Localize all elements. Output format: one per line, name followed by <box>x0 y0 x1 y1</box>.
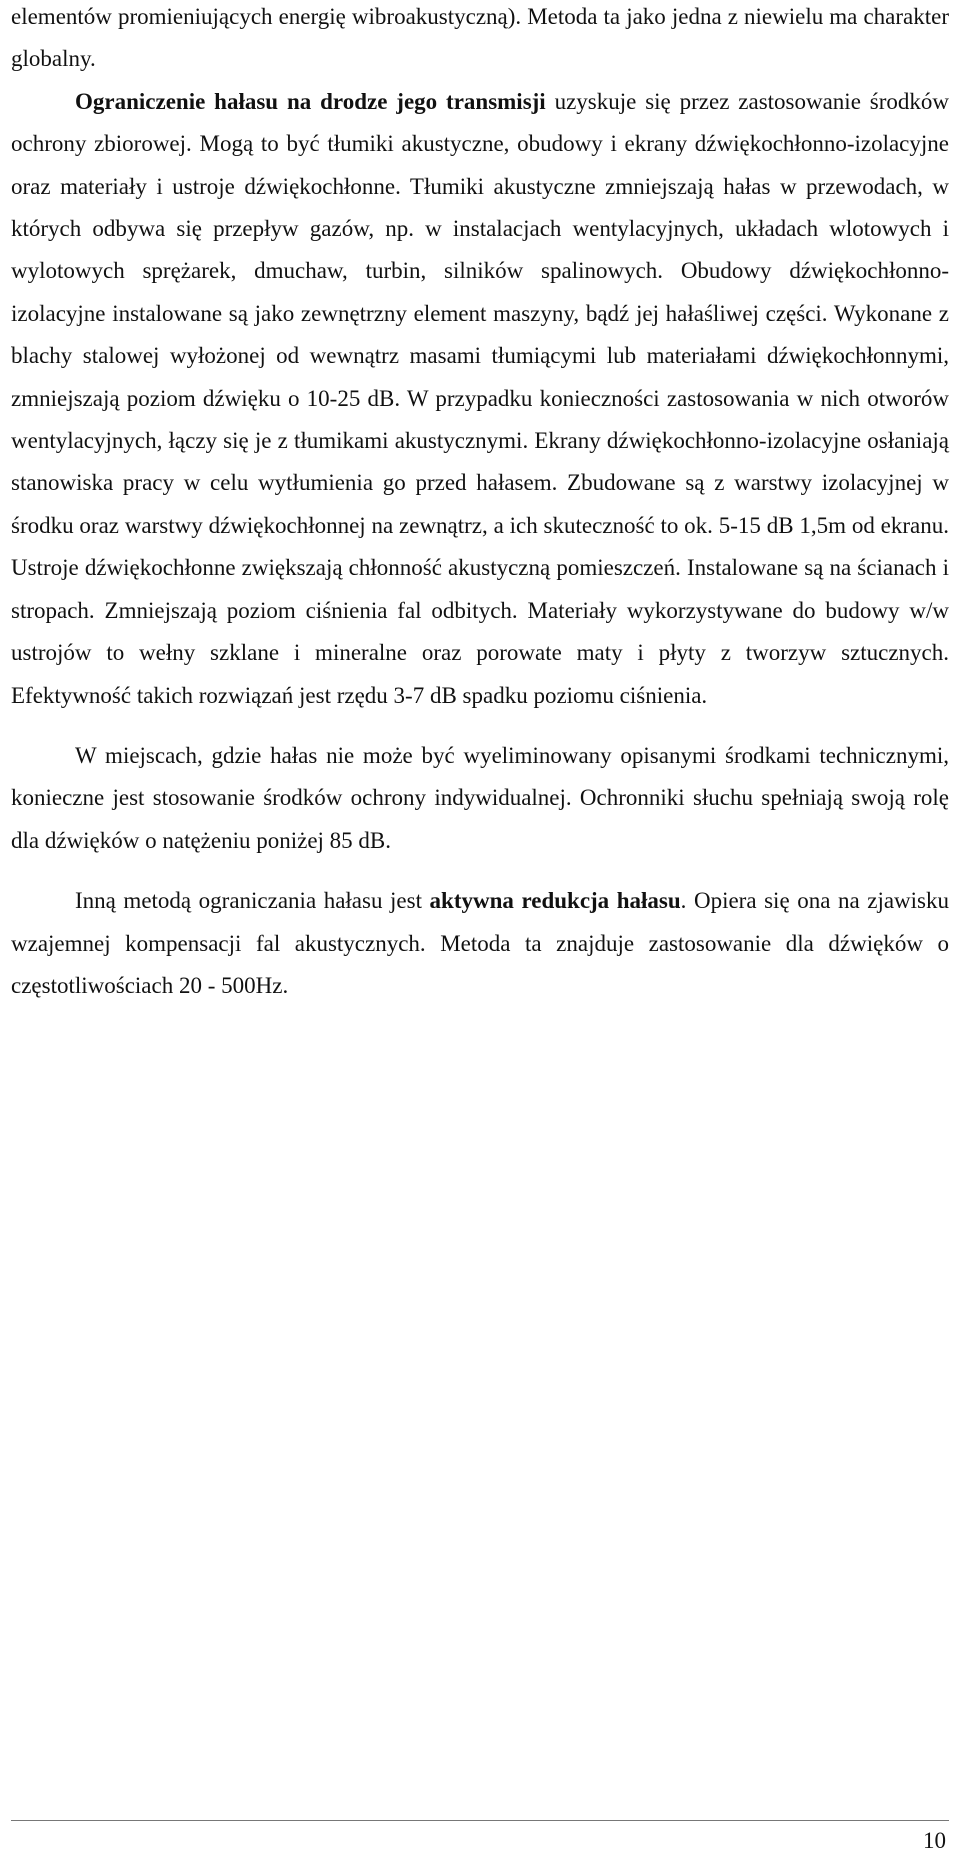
paragraph-transmission-limitation <box>11 81 949 717</box>
paragraph-global-methods <box>11 0 949 81</box>
document-body <box>11 0 949 1007</box>
paragraph-heading: Ograniczenie hałasu na drodze jego transmisji <box>75 88 546 114</box>
paragraph-bold-term: aktywna redukcja hałasu <box>429 888 681 914</box>
paragraph-individual-protection <box>11 735 949 862</box>
paragraph-active-noise-reduction <box>11 880 949 1007</box>
paragraph-text: uzyskuje się przez zastosowanie środków ochrony zbiorowej. Mogą to być tłumiki akustyczne, obudowy i ekrany dźwiękochłonno-izolacyjne oraz materiały i ustroje dźwiękochłonne. Tłumiki akustyczne zmniejszają hałas w przewodach, w których odbywa się przepływ gazów, np. w instalacjach wentylacyjnych, układach wlotowych i wylotowych sprężarek, dmuchaw, turbin, silników spalinowych. Obudowy dźwiękochłonno-izolacyjne instalowane są jako zewnętrzny element maszyny, bądź jej hałaśliwej części. Wykonane z blachy stalowej wyłożonej od wewnątrz masami tłumiącymi lub materiałami dźwiękochłonnymi, zmniejszają poziom dźwięku o 10-25 dB. W przypadku konieczności zastosowania w nich otworów wentylacyjnych, łączy się je z tłumikami akustycznymi. Ekrany dźwiękochłonno-izolacyjne osłaniają stanowiska pracy w celu wytłumienia go przed hałasem. Zbudowane są z warstwy izolacyjnej w środku oraz warstwy dźwiękochłonnej na zewnątrz, a ich skuteczność to ok. 5-15 dB 1,5m od ekranu. Ustroje dźwiękochłonne zwiększają chłonność akustyczną pomieszczeń. Instalowane są na ścianach i stropach. Zmniejszają poziom ciśnienia fal odbitych. Materiały wykorzystywane do budowy w/w ustrojów to wełny szklane i mineralne oraz porowate maty i płyty z tworzyw sztucznych. Efektywność takich rozwiązań jest rzędu 3-7 dB spadku poziomu ciśnienia. <box>11 88 949 708</box>
footer-divider <box>11 1820 949 1821</box>
paragraph-text-after: . Opiera się ona na zjawisku wzajemnej kompensacji fal akustycznych. Metoda ta znajduje zastosowanie dla dźwięków o częstotliwościach 20 - 500Hz. <box>11 888 949 998</box>
page-number: 10 <box>923 1828 946 1853</box>
paragraph-text: W miejscach, gdzie hałas nie może być wyeliminowany opisanymi środkami technicznymi, konieczne jest stosowanie środków ochrony indywidualnej. Ochronniki słuchu spełniają swoją rolę dla dźwięków o natężeniu poniżej 85 dB. <box>11 742 949 853</box>
paragraph-text: elementów promieniujących energię wibroakustyczną). Metoda ta jako jedna z niewielu ma charakter globalny. <box>11 4 949 72</box>
paragraph-text-before: Inną metodą ograniczania hałasu jest <box>75 888 430 914</box>
